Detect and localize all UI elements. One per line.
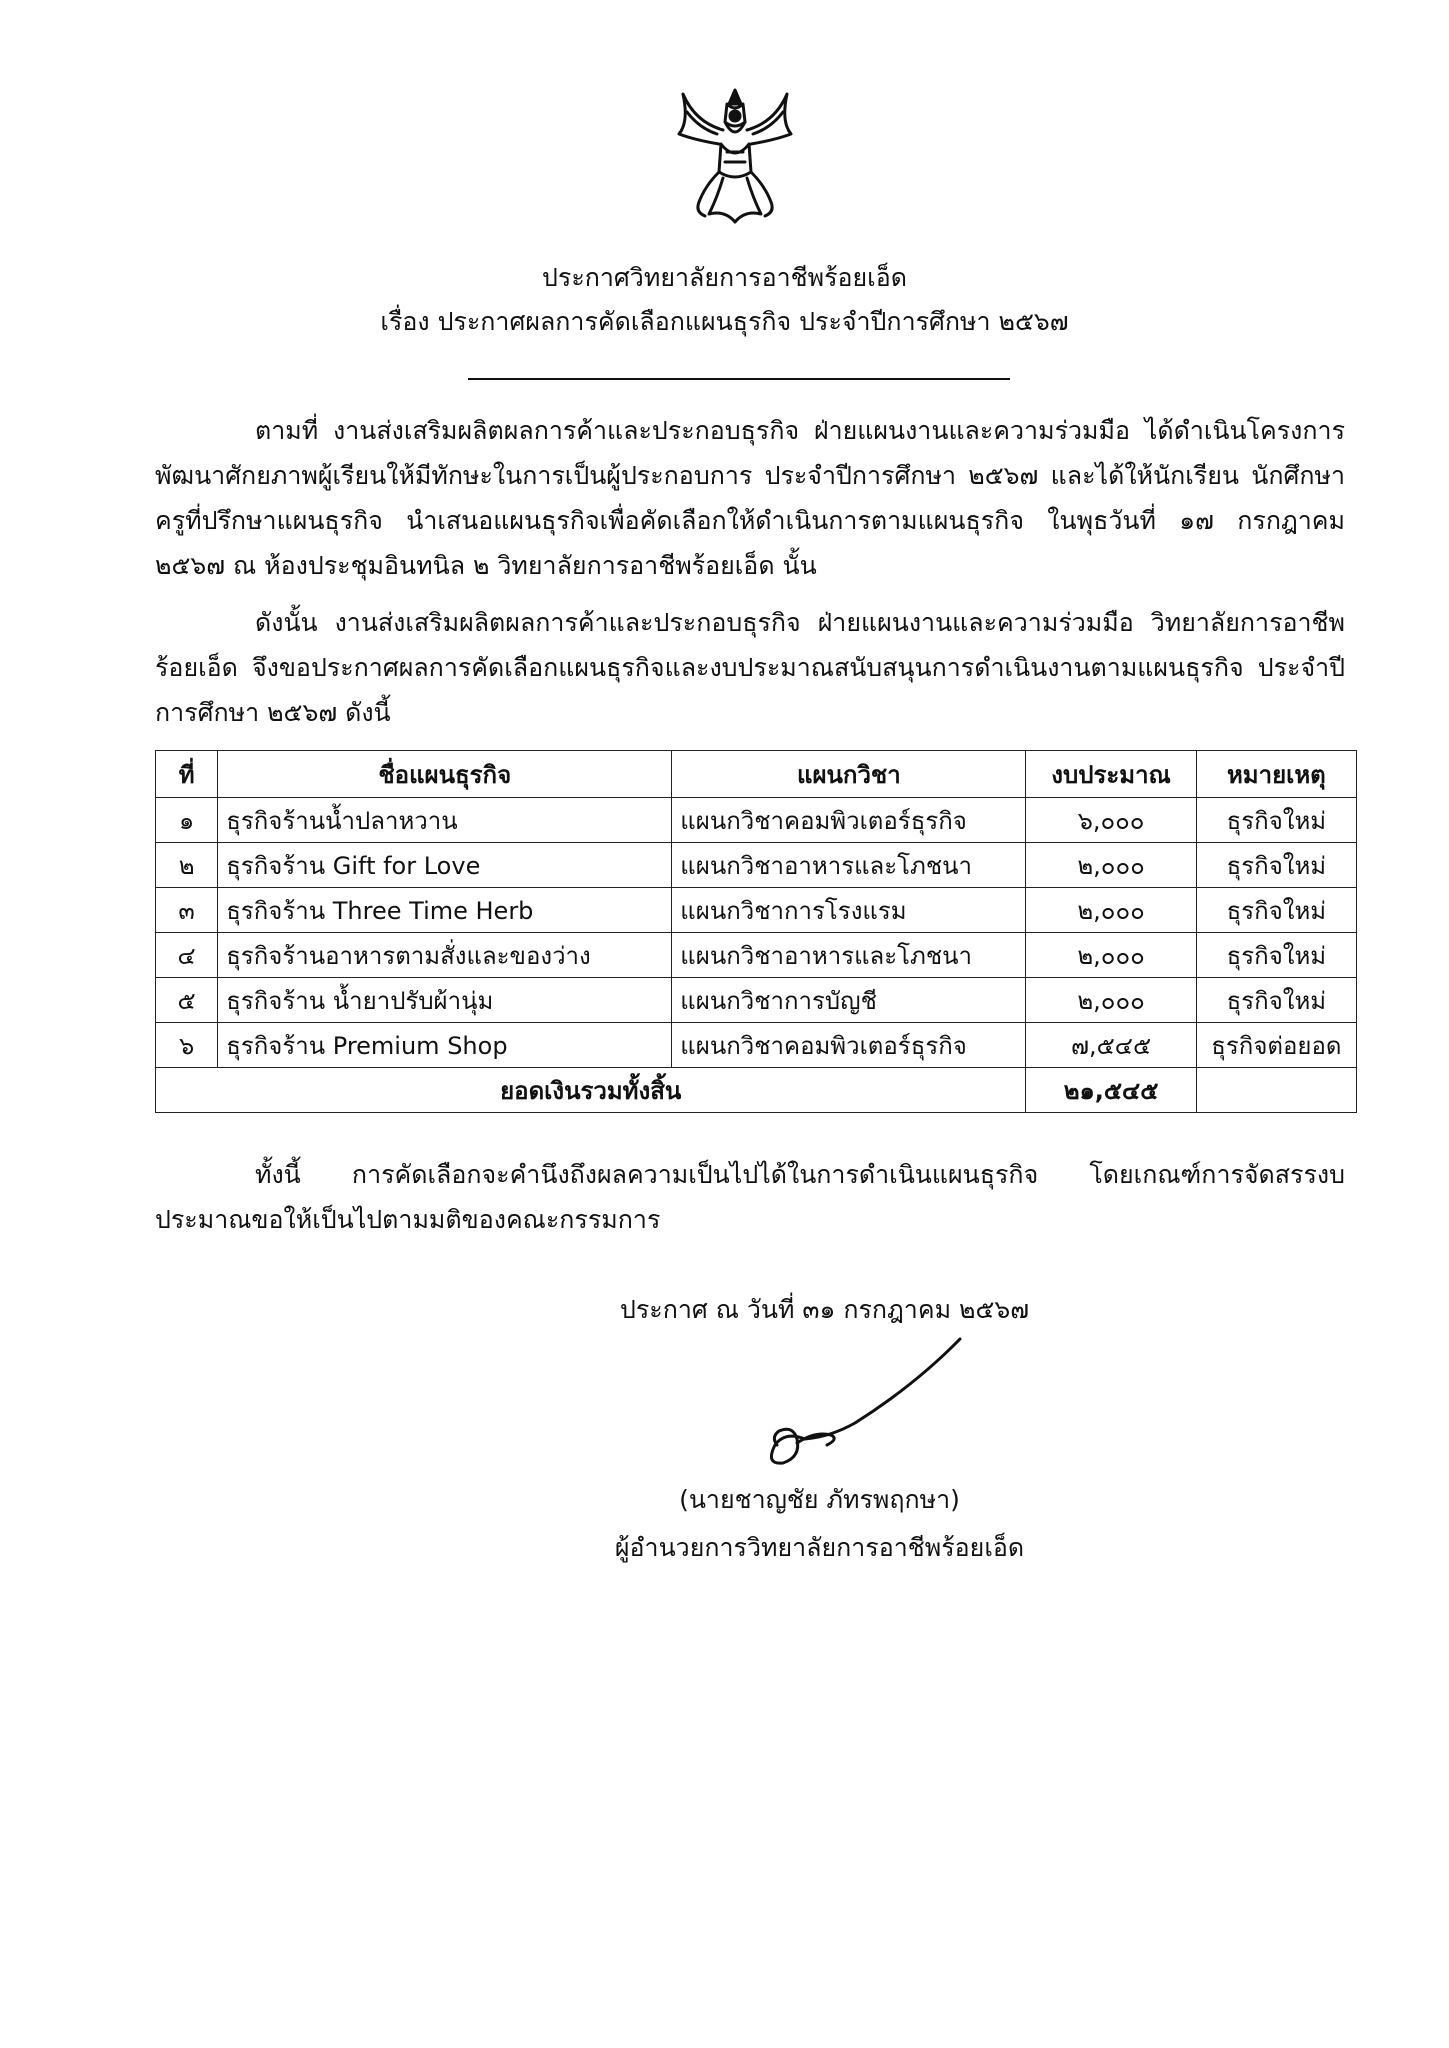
row-department: แผนกวิชาคอมพิวเตอร์ธุรกิจ (672, 1023, 1026, 1068)
table-row (156, 933, 1357, 978)
row-no: ๓ (156, 888, 218, 933)
table-header-row (156, 751, 1357, 798)
row-budget: ๒,๐๐๐ (1026, 843, 1196, 888)
row-note: ธุรกิจใหม่ (1196, 843, 1356, 888)
header-budget: งบประมาณ (1026, 751, 1196, 798)
paragraph-intro-text: ตามที่ งานส่งเสริมผลิตผลการค้าและประกอบธุรกิจ ฝ่ายแผนงานและความร่วมมือ ได้ดำเนินโครงการพัฒนาศักยภาพผู้เรียนให้มีทักษะในการเป็นผู้ประกอบการ ประจำปีการศึกษา ๒๕๖๗ และได้ให้นักเรียน นักศึกษา ครูที่ปรึกษาแผนธุรกิจ นำเสนอแผนธุรกิจเพื่อคัดเลือกให้ดำเนินการตามแผนธุรกิจ ในพุธวันที่ ๑๗ กรกฎาคม ๒๕๖๗ ณ ห้องประชุมอินทนิล ๒ วิทยาลัยการอาชีพร้อยเอ็ด นั้น (155, 416, 1345, 580)
business-plan-table (155, 750, 1357, 1113)
row-budget: ๗,๕๔๕ (1026, 1023, 1196, 1068)
row-note: ธุรกิจใหม่ (1196, 888, 1356, 933)
row-budget: ๒,๐๐๐ (1026, 888, 1196, 933)
row-department: แผนกวิชาอาหารและโภชนา (672, 843, 1026, 888)
row-budget: ๒,๐๐๐ (1026, 978, 1196, 1023)
title-divider (468, 378, 1010, 380)
row-no: ๖ (156, 1023, 218, 1068)
row-department: แผนกวิชาการโรงแรม (672, 888, 1026, 933)
row-note: ธุรกิจใหม่ (1196, 978, 1356, 1023)
table-row (156, 798, 1357, 843)
row-no: ๑ (156, 798, 218, 843)
paragraph-announcement (155, 600, 1345, 735)
header-department: แผนกวิชา (672, 751, 1026, 798)
paragraph-intro (155, 408, 1345, 588)
announcement-date: ประกาศ ณ วันที่ ๓๑ กรกฎาคม ๒๕๖๗ (620, 1295, 1030, 1324)
row-department: แผนกวิชาอาหารและโภชนา (672, 933, 1026, 978)
row-department: แผนกวิชาการบัญชี (672, 978, 1026, 1023)
table-total-row (156, 1068, 1357, 1113)
header-note: หมายเหตุ (1196, 751, 1356, 798)
paragraph-criteria-text: ทั้งนี้ การคัดเลือกจะคำนึงถึงผลความเป็นไปได้ในการดำเนินแผนธุรกิจ โดยเกณฑ์การจัดสรรงบประมาณขอให้เป็นไปตามมติของคณะกรรมการ (155, 1160, 1345, 1234)
total-note-empty (1196, 1068, 1356, 1113)
total-value: ๒๑,๕๔๕ (1026, 1068, 1196, 1113)
header-plan-name: ชื่อแผนธุรกิจ (218, 751, 672, 798)
total-label: ยอดเงินรวมทั้งสิ้น (156, 1068, 1026, 1113)
row-plan-name: ธุรกิจร้าน Premium Shop (218, 1023, 672, 1068)
table-row (156, 1023, 1357, 1068)
signer-name: (นายชาญชัย ภัทรพฤกษา) (679, 1485, 960, 1514)
garuda-emblem-icon (665, 82, 805, 232)
row-budget: ๖,๐๐๐ (1026, 798, 1196, 843)
paragraph-announcement-text: ดังนั้น งานส่งเสริมผลิตผลการค้าและประกอบธุรกิจ ฝ่ายแผนงานและความร่วมมือ วิทยาลัยการอาชีพร้อยเอ็ด จึงขอประกาศผลการคัดเลือกแผนธุรกิจและงบประมาณสนับสนุนการดำเนินงานตามแผนธุรกิจ ประจำปีการศึกษา ๒๕๖๗ ดังนี้ (155, 608, 1345, 727)
row-no: ๔ (156, 933, 218, 978)
paragraph-criteria (155, 1152, 1345, 1242)
row-department: แผนกวิชาคอมพิวเตอร์ธุรกิจ (672, 798, 1026, 843)
header-no: ที่ (156, 751, 218, 798)
row-no: ๒ (156, 843, 218, 888)
announcement-subject: เรื่อง ประกาศผลการคัดเลือกแผนธุรกิจ ประจำปีการศึกษา ๒๕๖๗ (380, 307, 1069, 336)
signer-title: ผู้อำนวยการวิทยาลัยการอาชีพร้อยเอ็ด (614, 1533, 1025, 1562)
table-row (156, 978, 1357, 1023)
row-note: ธุรกิจใหม่ (1196, 798, 1356, 843)
row-note: ธุรกิจต่อยอด (1196, 1023, 1356, 1068)
announcement-title: ประกาศวิทยาลัยการอาชีพร้อยเอ็ด (542, 263, 907, 292)
table-row (156, 843, 1357, 888)
row-no: ๕ (156, 978, 218, 1023)
row-plan-name: ธุรกิจร้านน้ำปลาหวาน (218, 798, 672, 843)
table-row (156, 888, 1357, 933)
signature-icon (735, 1335, 965, 1470)
row-plan-name: ธุรกิจร้าน Gift for Love (218, 843, 672, 888)
row-note: ธุรกิจใหม่ (1196, 933, 1356, 978)
row-budget: ๒,๐๐๐ (1026, 933, 1196, 978)
row-plan-name: ธุรกิจร้าน น้ำยาปรับผ้านุ่ม (218, 978, 672, 1023)
row-plan-name: ธุรกิจร้าน Three Time Herb (218, 888, 672, 933)
row-plan-name: ธุรกิจร้านอาหารตามสั่งและของว่าง (218, 933, 672, 978)
